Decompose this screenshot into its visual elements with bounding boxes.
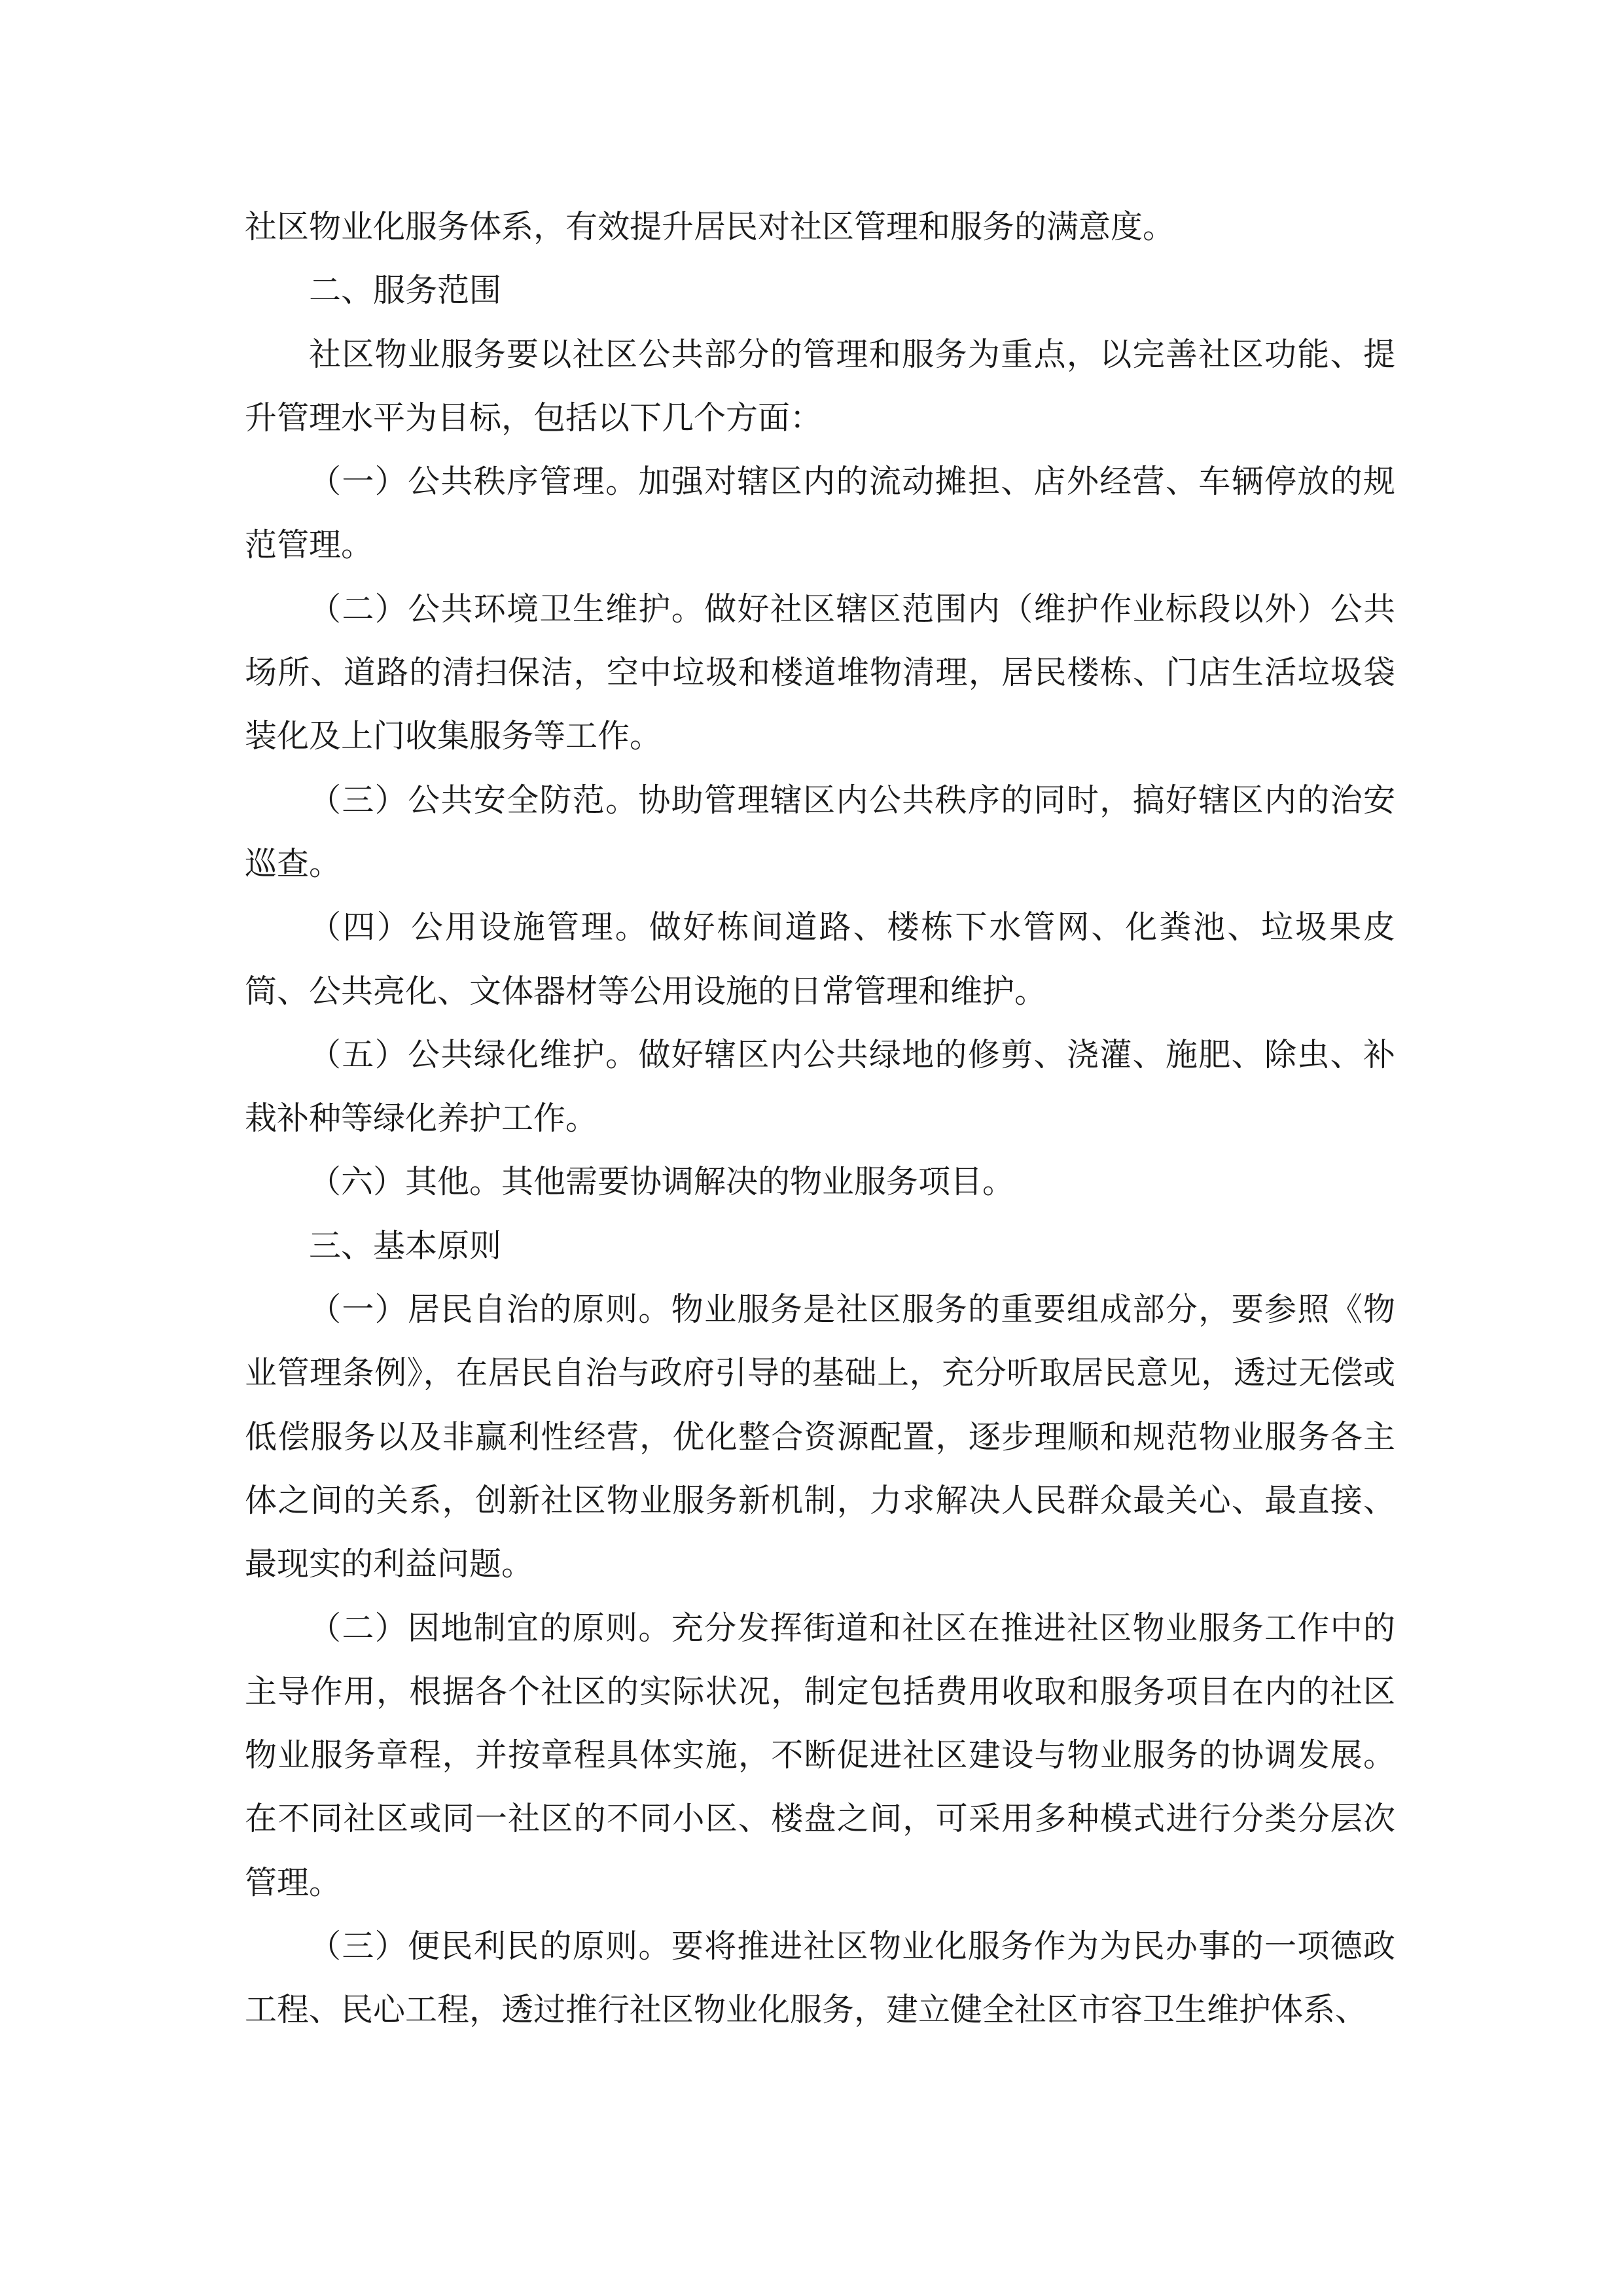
list-item-greening: （五）公共绿化维护。做好辖区内公共绿地的修剪、浇灌、施肥、除虫、补栽补种等绿化养护工作。 (245, 1035, 1395, 1138)
list-item-resident-autonomy: （一）居民自治的原则。物业服务是社区服务的重要组成部分，要参照《物业管理条例》，在居民自治与政府引导的基础上，充分听取居民意见，透过无偿或低偿服务以及非赢利性经营，优化整合资源配置，逐步理顺和规范物业服务各主体之间的关系，创新社区物业服务新机制，力求解决人民群众最关心、最直接、最现实的利益问题。 (245, 1291, 1395, 1583)
list-item-public-safety: （三）公共安全防范。协助管理辖区内公共秩序的同时，搞好辖区内的治安巡查。 (245, 781, 1395, 882)
list-item-local-conditions: （二）因地制宜的原则。充分发挥街道和社区在推进社区物业服务工作中的主导作用，根据各个社区的实际状况，制定包括费用收取和服务项目在内的社区物业服务章程，并按章程具体实施，不断促进社区建设与物业服务的协调发展。在不同社区或同一社区的不同小区、楼盘之间，可采用多种模式进行分类分层次管理。 (245, 1609, 1395, 1901)
document-body (245, 195, 1395, 2042)
section-heading-service-scope: 二、服务范围 (309, 272, 502, 310)
list-item-convenience: （三）便民利民的原则。要将推进社区物业化服务作为为民办事的一项德政工程、民心工程，透过推行社区物业化服务，建立健全社区市容卫生维护体系、 (245, 1928, 1395, 2029)
list-item-other: （六）其他。其他需要协调解决的物业服务项目。 (309, 1163, 1015, 1201)
section-heading-basic-principles: 三、基本原则 (309, 1227, 502, 1265)
paragraph-scope-intro: 社区物业服务要以社区公共部分的管理和服务为重点，以完善社区功能、提升管理水平为目标，包括以下几个方面： (245, 335, 1395, 437)
list-item-public-order: （一）公共秩序管理。加强对辖区内的流动摊担、店外经营、车辆停放的规范管理。 (245, 463, 1395, 564)
list-item-environment-hygiene: （二）公共环境卫生维护。做好社区辖区范围内（维护作业标段以外）公共场所、道路的清扫保洁，空中垃圾和楼道堆物清理，居民楼栋、门店生活垃圾袋装化及上门收集服务等工作。 (245, 590, 1395, 755)
paragraph-continuation: 社区物业化服务体系，有效提升居民对社区管理和服务的满意度。 (245, 208, 1175, 245)
list-item-public-facilities: （四）公用设施管理。做好栋间道路、楼栋下水管网、化粪池、垃圾果皮筒、公共亮化、文体器材等公用设施的日常管理和维护。 (245, 908, 1395, 1010)
